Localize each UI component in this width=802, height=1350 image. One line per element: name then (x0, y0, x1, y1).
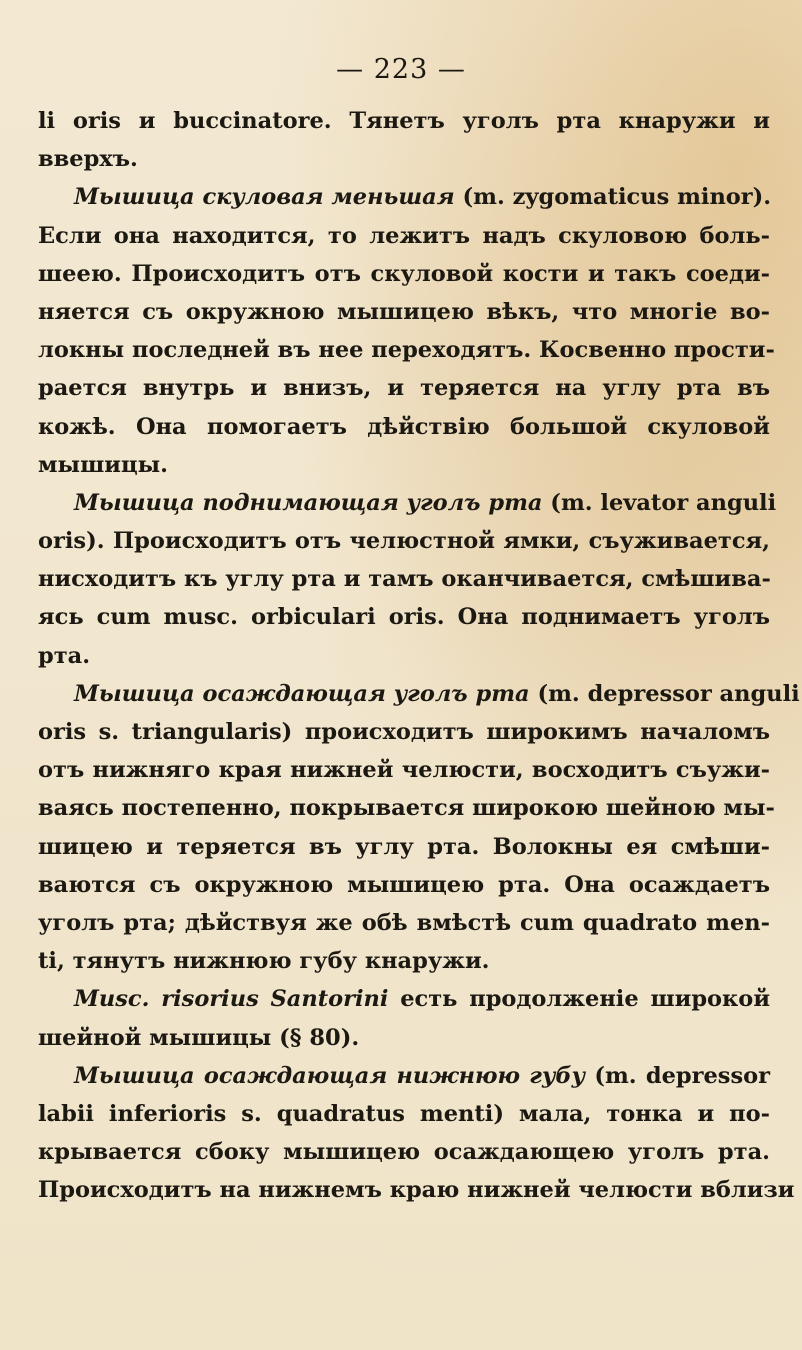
text-span: вверхъ. (38, 146, 138, 173)
text-line (38, 140, 770, 178)
text-line (38, 331, 775, 369)
text-line (38, 1057, 770, 1095)
text-span: (m. depressor (585, 1062, 770, 1089)
text-span: Происходитъ на нижнемъ краю нижней челюсти вблизи (38, 1177, 795, 1204)
italic-term: Мышица осаждающая нижнюю губу (74, 1062, 586, 1089)
page-number: — 223 — (336, 54, 466, 85)
text-span: рается внутрь и внизъ, и теряется на углу рта въ (38, 375, 770, 402)
text-span: шеею. Происходитъ отъ скуловой кости и такъ соеди- (38, 260, 770, 287)
text-line (38, 1133, 770, 1171)
text-line (38, 293, 770, 331)
text-line (38, 904, 770, 942)
italic-term: Мышица скуловая меньшая (74, 184, 455, 211)
italic-term: Musc. risorius Santorini (74, 986, 389, 1013)
text-line (38, 560, 770, 598)
text-line (38, 942, 770, 980)
text-line (38, 598, 770, 636)
text-span: няется съ окружною мышицею вѣкъ, что многіе во- (38, 298, 770, 325)
text-line (38, 255, 770, 293)
text-span: oris s. triangularis) происходитъ широкимъ началомъ (38, 719, 770, 745)
text-line (38, 446, 770, 484)
text-line (38, 408, 770, 446)
text-span: (m. depressor anguli (529, 680, 800, 707)
text-line (38, 637, 770, 675)
text-line (38, 217, 770, 255)
text-span: (m. levator anguli (542, 489, 777, 516)
text-span: ясь cum musc. orbiculari oris. Она поднимаетъ уголъ (38, 604, 770, 631)
text-line (38, 828, 770, 866)
text-line (38, 369, 770, 407)
text-span: labii inferioris s. quadratus menti) мала, тонка и по- (38, 1100, 770, 1127)
text-line (38, 675, 800, 713)
text-line (38, 1171, 795, 1209)
text-span: Если она находится, то лежитъ надъ скуловою боль- (38, 222, 770, 249)
italic-term: Мышица поднимающая уголъ рта (74, 489, 543, 516)
text-span: нисходитъ къ углу рта и тамъ оканчивается, смѣшива- (38, 566, 771, 593)
text-line (38, 1095, 770, 1133)
text-span: шицею и теряется въ углу рта. Волокны ея смѣши- (38, 833, 770, 860)
text-span: li oris и buccinatore. Тянетъ уголъ рта кнаружи и (38, 108, 770, 134)
text-line (38, 751, 770, 789)
text-line (38, 522, 770, 560)
text-span: рта. (38, 642, 91, 669)
text-span: oris). Происходитъ отъ челюстной ямки, съуживается, (38, 528, 770, 555)
text-line (38, 980, 770, 1018)
text-span: кожѣ. Она помогаетъ дѣйствію большой скуловой (38, 413, 770, 440)
text-line (38, 713, 770, 751)
text-span: шейной мышицы (§ 80). (38, 1024, 360, 1051)
text-span: отъ нижняго края нижней челюсти, восходитъ съужи- (38, 757, 770, 784)
text-span: ваясь постепенно, покрывается широкою шейною мы- (38, 795, 775, 822)
text-line (38, 1019, 770, 1057)
text-span: уголъ рта; дѣйствуя же обѣ вмѣстѣ cum quadrato men- (38, 909, 770, 936)
text-span: мышицы. (38, 451, 168, 478)
text-span: крывается сбоку мышицею осаждающею уголъ рта. (38, 1139, 770, 1166)
text-span: локны последней въ нее переходятъ. Косвенно прости- (38, 337, 775, 364)
text-line (38, 789, 775, 827)
text-line (38, 102, 770, 140)
text-line (38, 866, 770, 904)
italic-term: Мышица осаждающая уголъ рта (74, 680, 530, 707)
text-line (38, 178, 770, 216)
text-span: ti, тянутъ нижнюю губу кнаружи. (38, 948, 490, 975)
text-span: есть продолженіе широкой (388, 986, 771, 1013)
text-span: (m. zygomaticus minor). (454, 184, 772, 211)
text-body (38, 102, 800, 1209)
text-line (38, 484, 777, 522)
text-span: ваются съ окружною мышицею рта. Она осаждаетъ (38, 871, 770, 898)
